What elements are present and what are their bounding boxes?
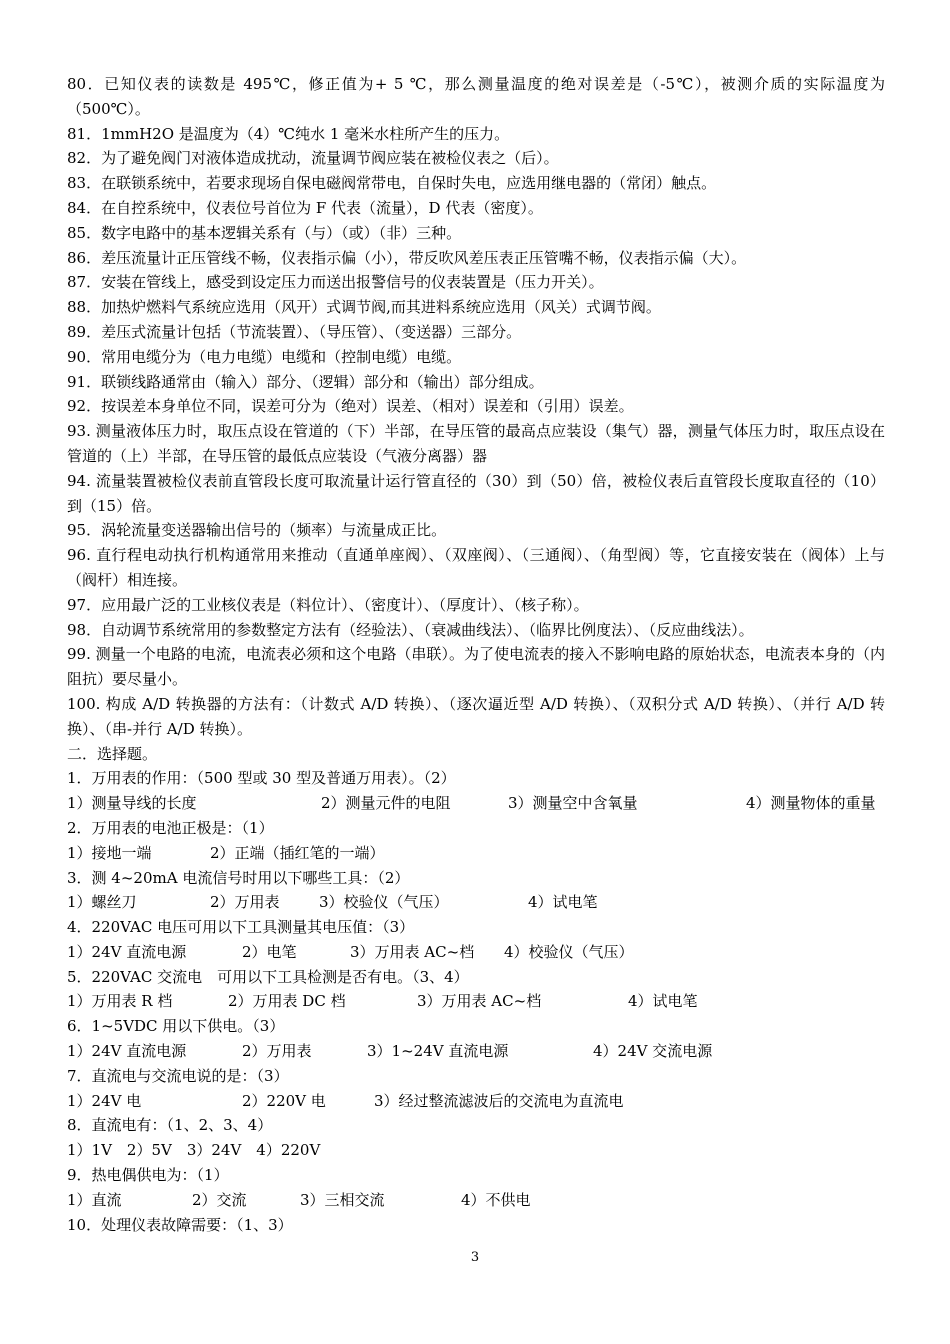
choice-option: 2）万用表: [210, 893, 280, 912]
choice-question-6: 6．1~5VDC 用以下供电。（3）: [67, 1017, 285, 1036]
fill-item-90: 90．常用电缆分为（电力电缆）电缆和（控制电缆）电缆。: [67, 347, 462, 366]
choice-question-8: 8．直流电有：（1、2、3、4）: [67, 1116, 273, 1135]
choice-option: 2）万用表: [242, 1042, 312, 1061]
fill-item-80: 80．已知仪表的读数是 495℃，修正值为+ 5 ℃，那么测量温度的绝对误差是（-5℃），被测介质的实际温度为（500℃）。: [67, 75, 885, 118]
choice-question-5: 5．220VAC 交流电 可用以下工具检测是否有电。（3、4）: [67, 967, 469, 986]
fill-item-87: 87．安装在管线上，感受到设定压力而送出报警信号的仪表装置是（压力开关）。: [67, 273, 604, 292]
choice-option: 4）不供电: [461, 1190, 531, 1209]
choice-option: 3）万用表 AC~档: [350, 942, 475, 961]
choice-option: 2）交流: [192, 1190, 247, 1209]
choice-option: 1）螺丝刀: [67, 893, 137, 912]
fill-item-84: 84．在自控系统中，仪表位号首位为 F 代表（流量），D 代表（密度）。: [67, 198, 543, 217]
choice-option: 2）测量元件的电阻: [321, 794, 451, 813]
fill-item-91: 91．联锁线路通常由（输入）部分、（逻辑）部分和（输出）部分组成。: [67, 372, 544, 391]
fill-item-82: 82．为了避免阀门对液体造成扰动，流量调节阀应装在被检仪表之（后）。: [67, 149, 559, 168]
fill-item-99: 99. 测量一个电路的电流，电流表必须和这个电路（串联）。为了使电流表的接入不影响电路的原始状态，电流表本身的（内阻抗）要尽量小。: [67, 645, 885, 689]
fill-item-95: 95．涡轮流量变送器输出信号的（频率）与流量成正比。: [67, 521, 447, 540]
choice-option: 4）试电笔: [528, 893, 598, 912]
choice-option: 1）1V 2）5V 3）24V 4）220V: [67, 1141, 321, 1160]
choice-question-9: 9．热电偶供电为：（1）: [67, 1166, 229, 1185]
fill-item-89: 89．差压式流量计包括（节流装置）、（导压管）、（变送器）三部分。: [67, 322, 522, 341]
choice-question-2: 2．万用表的电池正极是：（1）: [67, 818, 274, 837]
fill-item-93: 93. 测量液体压力时，取压点设在管道的（下）半部，在导压管的最高点应装设（集气）器，测量气体压力时，取压点设在管道的（上）半部，在导压管的最低点应装设（气液分离器）器: [67, 422, 885, 465]
choice-options-9: [67, 1188, 885, 1213]
choice-options-6: [67, 1039, 885, 1064]
choice-question-7: 7．直流电与交流电说的是：（3）: [67, 1066, 289, 1085]
choice-option: 1）24V 直流电源: [67, 942, 187, 961]
choice-option: 1）万用表 R 档: [67, 992, 173, 1011]
choice-question-4: 4．220VAC 电压可用以下工具测量其电压值：（3）: [67, 918, 415, 937]
fill-item-88: 88．加热炉燃料气系统应选用（风开）式调节阀,而其进料系统应选用（风关）式调节阀。: [67, 298, 661, 317]
choice-option: 2）220V 电: [242, 1091, 326, 1110]
choice-question-3: 3．测 4~20mA 电流信号时用以下哪些工具：（2）: [67, 868, 410, 887]
choice-option: 3）万用表 AC~档: [417, 992, 542, 1011]
fill-item-92: 92．按误差本身单位不同，误差可分为（绝对）误差、（相对）误差和（引用）误差。: [67, 397, 634, 416]
choice-option: 2）电笔: [242, 942, 297, 961]
page-number: 3: [470, 1250, 480, 1265]
section-title: 二．选择题。: [67, 744, 158, 763]
choice-options-3: [67, 890, 885, 915]
fill-item-83: 83．在联锁系统中，若要求现场自保电磁阀常带电，自保时失电，应选用继电器的（常闭）触点。: [67, 174, 717, 193]
choice-options-5: [67, 989, 885, 1014]
choice-option: 2）正端（插红笔的一端）: [210, 843, 385, 862]
choice-option: 1）24V 电: [67, 1091, 142, 1110]
choice-options-8: [67, 1138, 885, 1163]
fill-item-94: 94. 流量装置被检仪表前直管段长度可取流量计运行管直径的（30）到（50）倍，被检仪表后直管段长度取直径的（10）到（15）倍。: [67, 471, 885, 515]
fill-item-100: 100. 构成 A/D 转换器的方法有：（计数式 A/D 转换）、（逐次逼近型 A/D 转换）、（双积分式 A/D 转换）、（并行 A/D 转换）、（串-并行 A/D 转换）。: [67, 694, 885, 738]
choice-option: 4）试电笔: [628, 992, 698, 1011]
fill-item-81: 81．1mmH2O 是温度为（4）℃纯水 1 毫米水柱所产生的压力。: [67, 124, 510, 143]
fill-item-97: 97．应用最广泛的工业核仪表是（料位计）、（密度计）、（厚度计）、（核子称）。: [67, 595, 589, 614]
choice-option: 4）24V 交流电源: [593, 1042, 713, 1061]
fill-item-98: 98．自动调节系统常用的参数整定方法有（经验法）、（衰减曲线法）、（临界比例度法）、（反应曲线法）。: [67, 620, 754, 639]
page-content: [67, 72, 885, 1237]
choice-option: 3）三相交流: [300, 1190, 385, 1209]
choice-option: 4）测量物体的重量: [746, 794, 876, 813]
fill-item-85: 85．数字电路中的基本逻辑关系有（与）（或）（非）三种。: [67, 223, 462, 242]
choice-question-1: 1．万用表的作用：（500 型或 30 型及普通万用表）。（2）: [67, 769, 456, 788]
choice-option: 3）校验仪（气压）: [319, 893, 449, 912]
choice-option: 1）测量导线的长度: [67, 794, 197, 813]
choice-option: 1）24V 直流电源: [67, 1042, 187, 1061]
fill-item-96: 96. 直行程电动执行机构通常用来推动（直通单座阀）、（双座阀）、（三通阀）、（角型阀）等，它直接安装在（阀体）上与（阀杆）相连接。: [67, 546, 885, 589]
choice-option: 4）校验仪（气压）: [504, 942, 634, 961]
choice-option: 1）接地一端: [67, 843, 152, 862]
choice-question-10: 10．处理仪表故障需要：（1、3）: [67, 1215, 293, 1234]
fill-item-86: 86．差压流量计正压管线不畅，仪表指示偏（小），带反吹风差压表正压管嘴不畅，仪表指示偏（大）。: [67, 248, 747, 267]
choice-options-2: [67, 841, 885, 866]
choice-option: 3）经过整流滤波后的交流电为直流电: [374, 1091, 624, 1110]
choice-option: 2）万用表 DC 档: [228, 992, 346, 1011]
choice-option: 1）直流: [67, 1190, 122, 1209]
choice-option: 3）1~24V 直流电源: [367, 1042, 509, 1061]
choice-option: 3）测量空中含氧量: [508, 794, 638, 813]
choice-options-7: [67, 1089, 885, 1114]
choice-options-4: [67, 940, 885, 965]
choice-options-1: [67, 791, 885, 816]
